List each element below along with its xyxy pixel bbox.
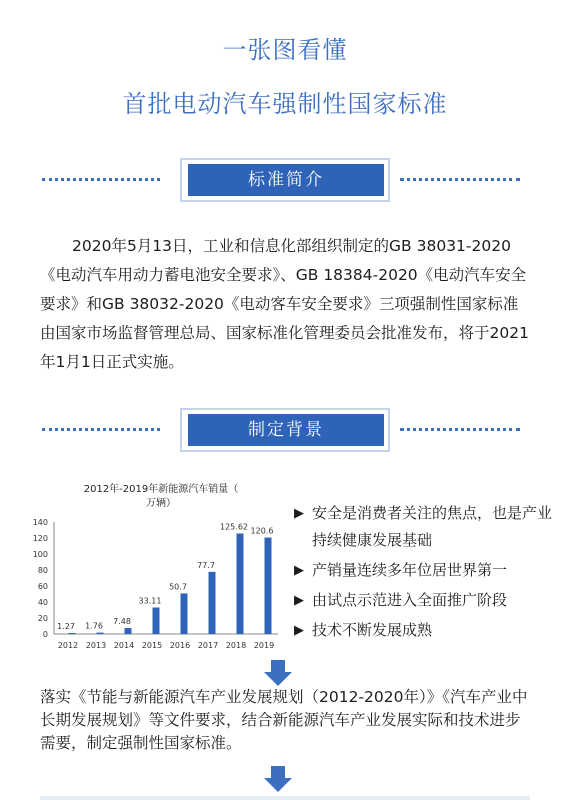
data-label: 33.11 <box>138 596 162 606</box>
bullet-item <box>294 617 560 644</box>
triangle-bullet-icon: ▶ <box>294 593 304 608</box>
section-header-background <box>0 400 570 460</box>
triangle-bullet-icon: ▶ <box>294 506 304 521</box>
bullet-item <box>294 557 560 584</box>
y-tick-label: 100 <box>32 550 48 559</box>
x-tick-label: 2013 <box>85 641 107 650</box>
triangle-bullet-icon: ▶ <box>294 563 304 578</box>
bullet-text: 由试点示范进入全面推广阶段 <box>312 591 508 609</box>
data-label: 77.7 <box>197 560 215 570</box>
y-tick-label: 20 <box>37 614 48 623</box>
dotted-divider-left <box>42 428 160 435</box>
y-tick-label: 40 <box>37 598 48 607</box>
data-label: 7.48 <box>113 617 131 627</box>
x-tick-label: 2012 <box>57 641 79 650</box>
chart-title: 万辆） <box>146 498 176 509</box>
y-tick-label: 140 <box>32 518 48 527</box>
data-label: 125.62 <box>220 522 248 532</box>
chart-bar <box>237 534 244 634</box>
chart-bar <box>209 572 216 634</box>
section-label: 标准简介 <box>188 164 384 196</box>
chart-title: 2012年-2019年新能源汽车销量（ <box>83 484 239 495</box>
section-header-intro <box>0 150 570 210</box>
bullet-text: 安全是消费者关注的焦点，也是产业持续健康发展基础 <box>312 504 553 549</box>
x-tick-label: 2019 <box>253 641 275 650</box>
data-label: 50.7 <box>169 582 187 592</box>
data-label: 1.76 <box>85 621 103 631</box>
x-tick-label: 2018 <box>225 641 247 650</box>
data-label: 1.27 <box>57 621 75 631</box>
chart-bar <box>97 633 104 634</box>
sales-bar-chart <box>26 476 286 656</box>
bullet-list <box>294 500 560 647</box>
y-tick-label: 80 <box>37 566 48 575</box>
chart-bar <box>265 538 272 634</box>
bullet-item <box>294 500 560 554</box>
chart-bar <box>181 593 188 634</box>
x-tick-label: 2015 <box>141 641 163 650</box>
page-subtitle: 首批电动汽车强制性国家标准 <box>122 90 448 118</box>
footer-divider <box>40 796 530 800</box>
chart-bar <box>69 633 76 634</box>
y-tick-label: 0 <box>42 630 48 639</box>
x-tick-label: 2016 <box>169 641 191 650</box>
dotted-divider-right <box>400 428 520 435</box>
chart-bar <box>153 608 160 634</box>
data-label: 120.6 <box>250 526 274 536</box>
bullet-item <box>294 587 560 614</box>
dotted-divider-left <box>42 178 160 185</box>
y-tick-label: 60 <box>37 582 48 591</box>
bullet-text: 技术不断发展成熟 <box>312 621 433 639</box>
triangle-bullet-icon: ▶ <box>294 623 304 638</box>
x-tick-label: 2014 <box>113 641 135 650</box>
chart-bar <box>125 628 132 634</box>
page-title: 一张图看懂 <box>222 36 348 64</box>
conclusion-paragraph: 落实《节能与新能源汽车产业发展规划（2012-2020年）》《汽车产业中长期发展规划》等文件要求，结合新能源汽车产业发展实际和技术进步需要，制定强制性国家标准。 <box>40 688 528 752</box>
dotted-divider-right <box>400 178 520 185</box>
y-tick-label: 120 <box>32 534 48 543</box>
section-label: 制定背景 <box>188 414 384 446</box>
x-tick-label: 2017 <box>197 641 219 650</box>
bullet-text: 产销量连续多年位居世界第一 <box>312 561 508 579</box>
intro-paragraph: 2020年5月13日，工业和信息化部组织制定的GB 38031-2020《电动汽车用动力蓄电池安全要求》、GB 18384-2020《电动汽车安全要求》和GB 38032-2020《电动客车安全要求》三项强制性国家标准由国家市场监督管理总局、国家标准化管理委员会批准发布，将于2021年1月1日正式实施。 <box>40 237 529 371</box>
